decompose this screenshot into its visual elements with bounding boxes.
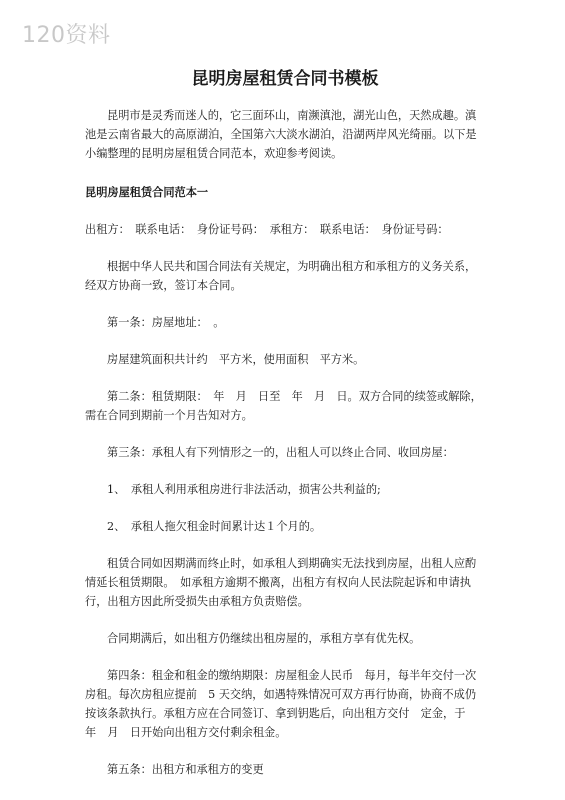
list-item-2: 2、 承租人拖欠租金时间累计达１个月的。 [107, 520, 322, 533]
preamble-paragraph: 根据中华人民共和国合同法有关规定，为明确出租方和承租方的义务关系，经双方协商一致，签订本合同。 [85, 260, 477, 292]
article-1: 第一条：房屋地址： 。 [107, 316, 225, 329]
list-item-1: 1、 承租人利用承租房进行非法活动，损害公共利益的; [107, 483, 381, 496]
expiry-paragraph: 租赁合同如因期满而终止时，如承租人到期确实无法找到房屋，出租人应酌情延长租赁期限。 如承租方逾期不搬离，出租方有权向人民法院起诉和申请执行，出租方因此所受损失由承租方负责赔偿。 [85, 557, 477, 608]
article-3: 第三条：承租人有下列情形之一的，出租人可以终止合同、收回房屋： [107, 446, 454, 459]
document-body [85, 66, 485, 779]
article-4: 第四条：租金和租金的缴纳期限：房屋租金人民币 每月，每半年交付一次房租。每次房租应提前 5 天交纳，如遇特殊情况可双方再行协商，协商不成仍按该条款执行。承租方应在合同签订、拿到钥匙后，向出租方交付 定金，于 年 月 日开始向出租方交付剩余租金。 [85, 669, 477, 739]
article-5: 第五条：出租方和承租方的变更 [107, 763, 264, 776]
article-2: 第二条：租赁期限： 年 月 日至 年 月 日。双方合同的续签或解除，需在合同到期前一个月告知对方。 [85, 390, 482, 422]
watermark-logo: 120资料 [22, 23, 111, 48]
area-paragraph: 房屋建筑面积共计约 平方米，使用面积 平方米。 [107, 353, 365, 366]
section-heading: 昆明房屋租赁合同范本一 [85, 186, 209, 199]
document-title: 昆明房屋租赁合同书模板 [191, 69, 379, 89]
parties-line: 出租方： 联系电话： 身份证号码： 承租方： 联系电话： 身份证号码： [85, 223, 449, 236]
intro-paragraph: 昆明市是灵秀而迷人的，它三面环山，南濒滇池，湖光山色，天然成趣。滇池是云南省最大的高原湖泊，全国第六大淡水湖泊，沿湖两岸风光绮丽。以下是小编整理的昆明房屋租赁合同范本，欢迎参考阅读。 [85, 109, 477, 160]
priority-paragraph: 合同期满后，如出租方仍继续出租房屋的，承租方享有优先权。 [107, 632, 421, 645]
